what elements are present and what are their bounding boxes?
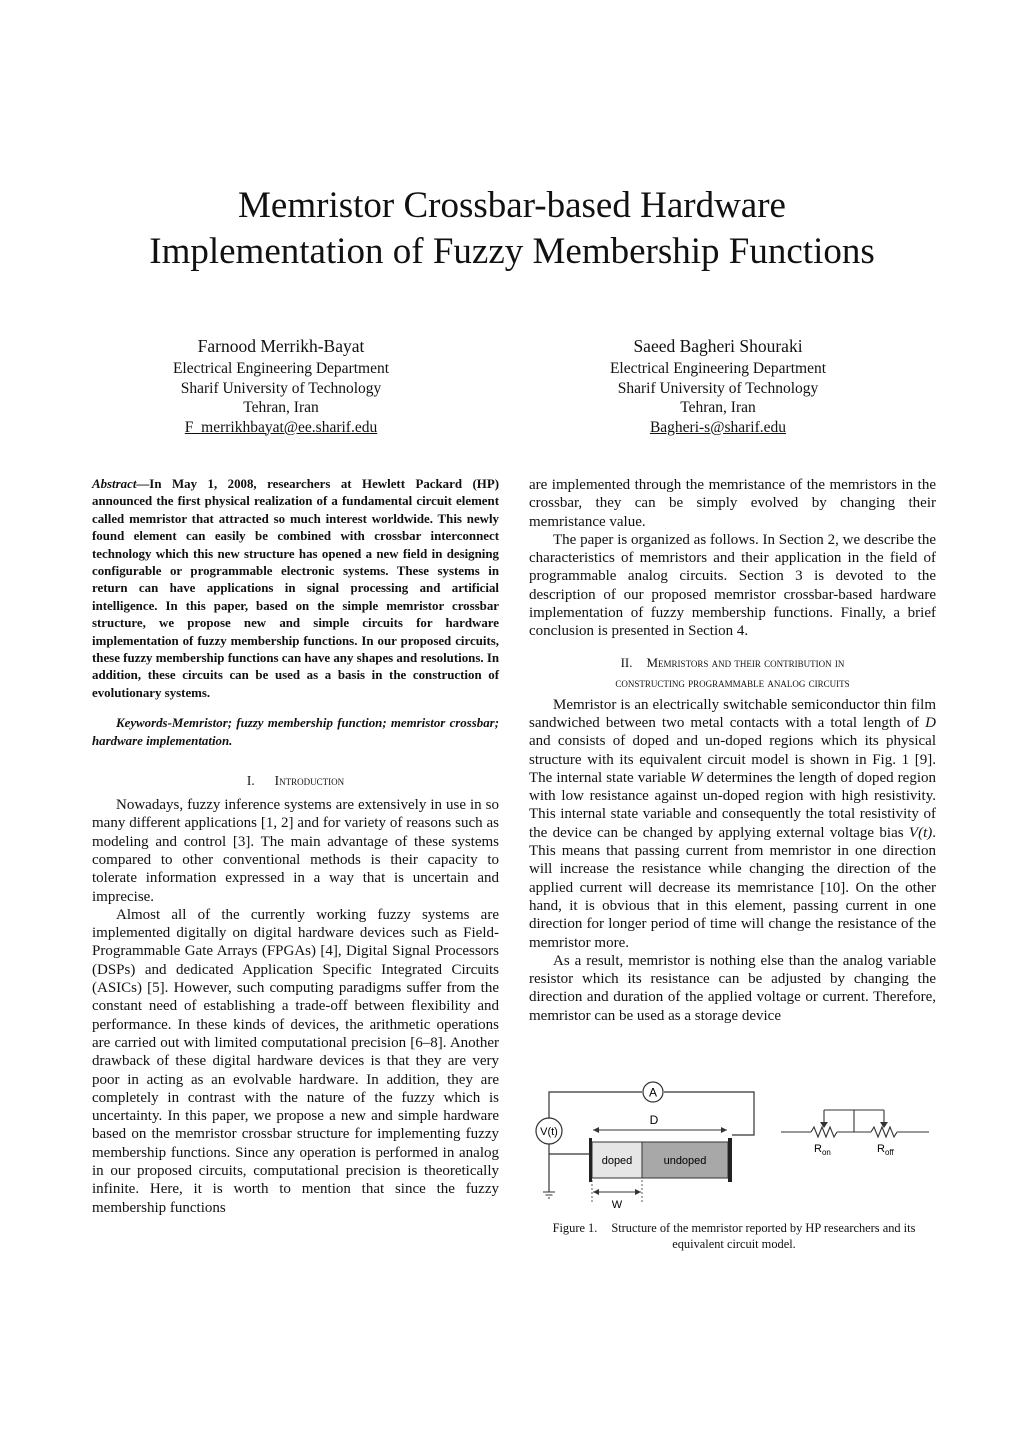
author-location: Tehran, Iran (243, 399, 319, 416)
figure-caption (529, 1220, 939, 1252)
section-title-line-1: Memristors and their contribution in (646, 654, 845, 670)
intro-paragraph-2: Almost all of the currently working fuzzy systems are implemented digitally on digital hardware devices such as Field-Programmable Gate Arrays (FPGAs) [4], Digital Signal Processors (DSPs) and dedicated Application Specific Integrated Circuits (ASICs) [5]. However, such computing paradigms suffer from the constant need of establishing a trade-off between flexibility and performance. In these kinds of devices, the arithmetic operations are carried out with limited computational precision [6–8]. Another drawback of these digital hardware devices is that they are very poor in acting as an evolvable hardware. In addition, they are completely in contrast with the nature of the fuzzy which is uncertainty. In this paper, we propose a new and simple hardware based on the memristor crossbar structure for implementing fuzzy membership functions. Since any operation is performed in analog in our proposed circuits, computational precision is theoretically infinite. Here, it is worth to mention that since the fuzzy membership functions (92, 906, 499, 1216)
width-dimension (592, 1180, 642, 1211)
ron-label: $R_{on}$ (814, 1143, 831, 1157)
section-title-line-2: constructing programmable analog circuits (615, 674, 850, 690)
author-email-link[interactable]: Bagheri-s@sharif.edu (649, 418, 787, 436)
roff-label: $R_{off}$ (877, 1143, 894, 1157)
left-column (92, 476, 499, 1217)
text-run: . This means that passing current from memristor in one direction will increase the resistance while changing the direction of the applied current will decrease its memristance [10]. On the other hand, it is obvious that in this element, passing current in one direction for longer period of time will change the resistance of the memristor more. (529, 824, 936, 951)
keywords: Keywords-Memristor; fuzzy membership function; memristor crossbar; hardware implementation. (92, 716, 499, 748)
intro-paragraph-2-continued: are implemented through the memristance of the memristors in the crossbar, they can be simply evolved by changing their memristance value. (529, 477, 936, 530)
figure-number: Figure 1. (552, 1221, 598, 1235)
author-name: Farnood Merrikh-Bayat (197, 336, 365, 356)
section-title: Introduction (274, 773, 345, 789)
author-department: Electrical Engineering Department (172, 360, 390, 377)
author-department: Electrical Engineering Department (609, 360, 827, 377)
undoped-label: undoped (663, 1155, 707, 1167)
ground-icon (543, 1192, 555, 1198)
paper-title-line-1: Memristor Crossbar-based Hardware (238, 185, 786, 226)
length-label: D (649, 1113, 659, 1127)
section-number: I. (246, 773, 255, 789)
width-label: W (611, 1199, 623, 1211)
doped-label: doped (601, 1155, 633, 1167)
symbol-W: W (690, 769, 703, 786)
text-run: Memristor is an electrically switchable semiconductor thin film sandwiched between two metal contacts with a total length of (529, 696, 936, 731)
section-heading-memristors (529, 653, 936, 693)
ammeter-label: A (648, 1085, 658, 1100)
voltage-source-icon (536, 1118, 562, 1144)
author-university: Sharif University of Technology (180, 379, 382, 397)
symbol-D: D (925, 714, 936, 731)
equivalent-circuit (781, 1110, 929, 1157)
figure-memristor-structure (529, 1080, 939, 1220)
right-column (529, 476, 936, 1025)
memristor-paragraph-1 (529, 696, 936, 952)
ammeter-icon (643, 1082, 663, 1102)
abstract (92, 476, 499, 702)
author-name: Saeed Bagheri Shouraki (633, 336, 803, 356)
voltage-source-label: V(t) (540, 1126, 558, 1138)
abstract-text: —In May 1, 2008, researchers at Hewlett Packard (HP) announced the first physical realization of a fundamental circuit element called memristor that attracted so much interest worldwide. This newly found element can easily be combined with crossbar interconnect technology which this new structure has opened a new field in designing configurable or programmable electronic systems. These systems in return can have applications in signal processing and artificial intelligence. In this paper, based on the simple memristor crossbar structure, we propose new and simple circuits for hardware implementation of fuzzy membership functions. In our proposed circuits, these fuzzy membership functions can have any shapes and resolutions. In addition, these circuits can be used as a basis in the construction of evolutionary systems. (92, 477, 499, 700)
text-run: determines the length of doped region with low resistance against un-doped region with high resistivity. This internal state variable and consequently the total resistivity of the device can be changed by applying external voltage bias (529, 769, 936, 841)
author-university: Sharif University of Technology (617, 379, 819, 397)
figure-caption-text: Structure of the memristor reported by HP researchers and its equivalent circuit model. (611, 1221, 916, 1251)
symbol-Vt: V(t) (908, 824, 933, 841)
paper-title-line-2: Implementation of Fuzzy Membership Functions (149, 231, 875, 272)
paper-title (60, 183, 964, 275)
section-number: II. (620, 654, 633, 670)
length-dimension (593, 1113, 727, 1133)
author-block-2 (528, 335, 908, 437)
intro-paragraph-1: Nowadays, fuzzy inference systems are extensively in use in so many different applications [1, 2] and for variety of reasons such as modeling and control [3]. The main advantage of these systems compared to other conventional methods is their capacity to tolerate information expressed in a way that is uncertain and imprecise. (92, 797, 499, 905)
memristor-paragraph-2: As a result, memristor is nothing else than the analog variable resistor which its resistance can be adjusted by changing the direction and duration of the applied voltage or current. Therefore, memristor can be used as a storage device (529, 952, 936, 1024)
text-run: and consists of doped and un-doped regions which its physical structure with its equivalent circuit model is shown in Fig. 1 [9]. The internal state variable (529, 733, 936, 786)
author-location: Tehran, Iran (680, 399, 756, 416)
memristor-device (589, 1138, 732, 1182)
author-email-link[interactable]: F_merrikhbayat@ee.sharif.edu (184, 418, 378, 436)
author-block-1 (91, 335, 471, 437)
section-heading-introduction (92, 772, 499, 790)
abstract-label: Abstract (92, 477, 137, 491)
intro-paragraph-3: The paper is organized as follows. In Section 2, we describe the characteristics of memristors and their application in the field of programmable analog circuits. Section 3 is devoted to the description of our proposed memristor crossbar-based hardware implementation of fuzzy membership functions. Finally, a brief conclusion is presented in Section 4. (529, 531, 936, 640)
